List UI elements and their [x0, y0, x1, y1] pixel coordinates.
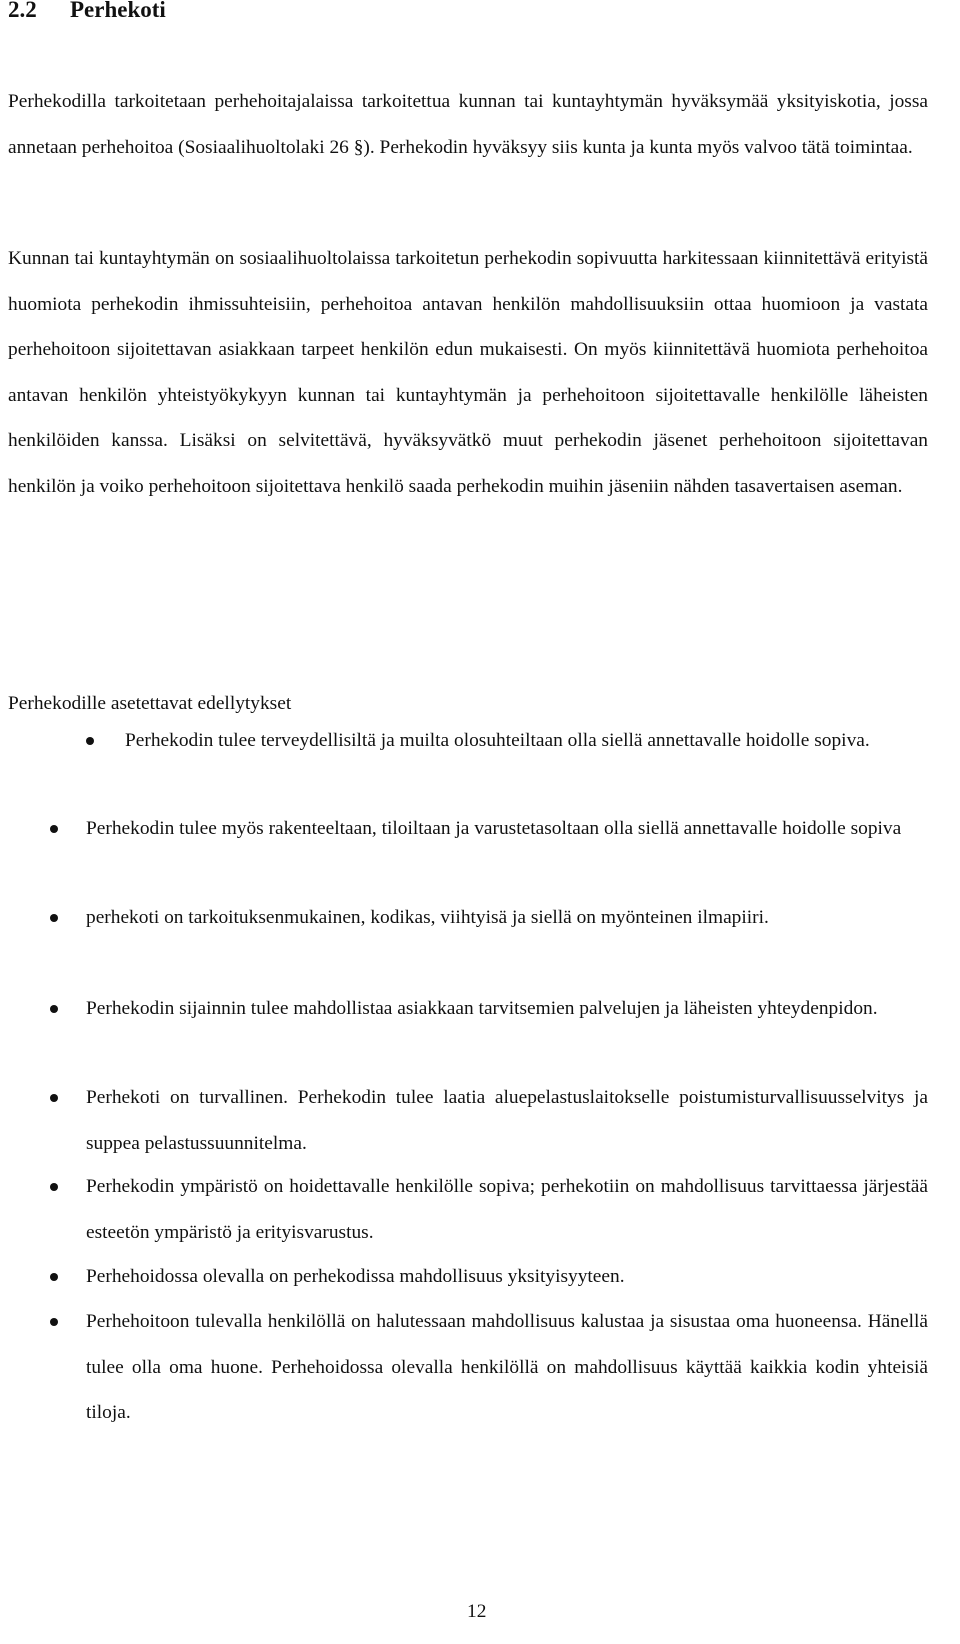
requirement-item [86, 806, 928, 852]
requirement-item [86, 986, 928, 1032]
requirement-text: Perhekoti on turvallinen. Perhekodin tulee laatia aluepelastuslaitokselle poistumisturvallisuusselvitys ja suppea pelastussuunnitelma. [86, 1087, 928, 1154]
requirement-text: Perhekodin ympäristö on hoidettavalle henkilölle sopiva; perhekotiin on mahdollisuus tarvittaessa järjestää esteetön ympäristö ja erityisvarustus. [86, 1176, 928, 1243]
requirements-title: Perhekodille asetettavat edellytykset [8, 693, 292, 714]
bullet-icon [50, 1094, 58, 1102]
bullet-icon [50, 1005, 58, 1013]
bullet-icon [50, 825, 58, 833]
bullet-icon [86, 737, 94, 745]
requirement-item [86, 895, 928, 941]
bullet-icon [50, 1183, 58, 1191]
requirement-item [125, 718, 928, 764]
requirement-item [86, 1075, 928, 1166]
bullet-icon [50, 1273, 58, 1281]
requirement-item [86, 1254, 928, 1300]
requirement-text: Perhehoidossa olevalla on perhekodissa mahdollisuus yksityisyyteen. [86, 1266, 625, 1287]
section-title: Perhekoti [70, 0, 166, 22]
section-number: 2.2 [8, 0, 37, 22]
page-number: 12 [467, 1601, 487, 1622]
bullet-icon [50, 914, 58, 922]
requirement-text: Perhekodin tulee myös rakenteeltaan, tiloiltaan ja varustetasoltaan olla siellä annettavalle hoidolle sopiva [86, 818, 902, 839]
section-heading [8, 0, 166, 26]
paragraph-suitability: Kunnan tai kuntayhtymän on sosiaalihuoltolaissa tarkoitetun perhekodin sopivuutta harkitessaan kiinnitettävä erityistä huomiota perhekodin ihmissuhteisiin, perhehoitoa antavan henkilön mahdollisuuksiin ottaa huomioon ja vastata perhehoitoon sijoitettavan asiakkaan tarpeet henkilön edun mukaisesti. On myös kiinnitettävä huomiota perhehoitoa antavan henkilön yhteistyökykyyn kunnan tai kuntayhtymän ja perhehoitoon sijoitettavalle henkilölle läheisten henkilöiden kanssa. Lisäksi on selvitettävä, hyväksyvätkö muut perhekodin jäsenet perhehoitoon sijoitettavan henkilön ja voiko perhehoitoon sijoitettava henkilö saada perhekodin muihin jäseniin nähden tasavertaisen aseman. [8, 248, 928, 497]
requirement-item [86, 1164, 928, 1255]
requirement-text: Perhehoitoon tulevalla henkilöllä on halutessaan mahdollisuus kalustaa ja sisustaa oma huoneensa. Hänellä tulee olla oma huone. Perhehoidossa olevalla henkilöllä on mahdollisuus käyttää kaikkia kodin yhteisiä tiloja. [86, 1311, 928, 1423]
requirement-text: perhekoti on tarkoituksenmukainen, kodikas, viihtyisä ja siellä on myönteinen ilmapiiri. [86, 907, 769, 928]
requirement-item [86, 1299, 928, 1436]
requirement-text: Perhekodin sijainnin tulee mahdollistaa asiakkaan tarvitsemien palvelujen ja läheisten yhteydenpidon. [86, 998, 878, 1019]
bullet-icon [50, 1318, 58, 1326]
requirement-text: Perhekodin tulee terveydellisiltä ja muilta olosuhteiltaan olla siellä annettavalle hoidolle sopiva. [125, 730, 870, 751]
paragraph-definition: Perhekodilla tarkoitetaan perhehoitajalaissa tarkoitettua kunnan tai kuntayhtymän hyväksymää yksityiskotia, jossa annetaan perhehoitoa (Sosiaalihuoltolaki 26 §). Perhekodin hyväksyy siis kunta ja kunta myös valvoo tätä toimintaa. [8, 91, 928, 158]
